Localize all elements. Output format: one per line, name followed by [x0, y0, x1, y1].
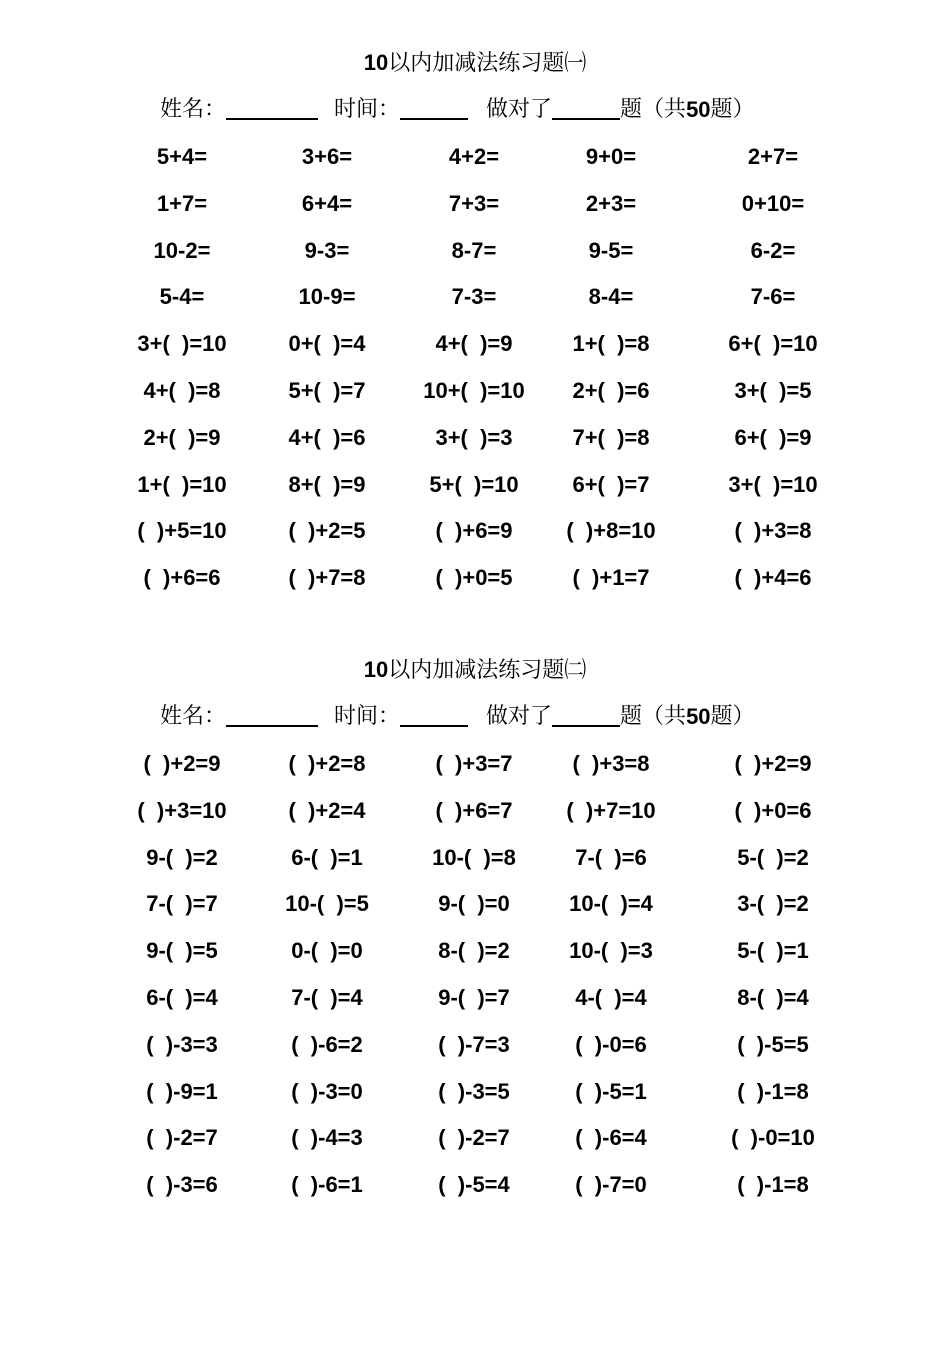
problem-row — [0, 563, 950, 593]
time-label: 时间： — [334, 97, 401, 122]
math-problem: 3+( )=10 — [137, 331, 227, 357]
name-label: 姓名： — [160, 704, 227, 729]
math-problem: 5-( )=2 — [737, 844, 809, 870]
math-problem: 10-( )=5 — [285, 891, 369, 917]
math-problem: 10-9= — [298, 284, 356, 310]
math-problem: 8-( )=2 — [438, 938, 510, 964]
math-problem: ( )+6=6 — [143, 565, 221, 591]
math-problem: 1+( )=8 — [572, 331, 650, 357]
problem-row — [0, 1170, 950, 1200]
math-problem: 3+6= — [301, 144, 353, 169]
math-problem: ( )-2=7 — [438, 1125, 510, 1151]
math-problem: 1+7= — [156, 190, 208, 216]
math-problem: 3+( )=5 — [734, 378, 812, 403]
math-problem: ( )-7=3 — [438, 1031, 510, 1057]
math-problem: ( )+3=10 — [137, 797, 227, 823]
math-problem: 9-3= — [304, 237, 350, 263]
math-problem: ( )-7=0 — [575, 1172, 647, 1198]
math-problem: 6-2= — [750, 237, 796, 263]
problem-row — [0, 796, 950, 826]
math-problem: ( )-1=8 — [737, 1078, 809, 1104]
problem-row — [0, 329, 950, 359]
math-problem: 8-( )=4 — [737, 985, 809, 1010]
math-problem: 2+( )=6 — [572, 378, 650, 403]
problem-row — [0, 282, 950, 312]
math-problem: ( )+3=8 — [734, 518, 812, 544]
time-blank[interactable] — [400, 701, 468, 727]
math-problem: 9+0= — [585, 144, 637, 169]
math-problem: 0+( )=4 — [288, 331, 366, 357]
problem-row — [0, 843, 950, 873]
time-label: 时间： — [334, 704, 401, 729]
math-problem: 2+( )=9 — [143, 424, 221, 450]
math-problem: ( )-3=0 — [291, 1078, 363, 1104]
name-blank[interactable] — [226, 701, 318, 727]
total-prefix: 题（共 — [620, 97, 687, 122]
math-problem: ( )-5=4 — [438, 1172, 510, 1198]
problem-row — [0, 376, 950, 406]
total-number: 50 — [686, 704, 711, 729]
problem-row — [0, 236, 950, 266]
problem-row — [0, 423, 950, 453]
math-problem: ( )+3=8 — [572, 751, 650, 776]
math-problem: 2+3= — [585, 190, 637, 216]
correct-label: 做对了 — [486, 704, 553, 729]
math-problem: 10-2= — [153, 237, 211, 263]
total-number: 50 — [686, 97, 711, 122]
math-problem: ( )-6=1 — [291, 1172, 363, 1198]
math-problem: 5-( )=1 — [737, 938, 809, 964]
math-problem: 5+4= — [156, 144, 208, 169]
math-problem: ( )+6=9 — [435, 518, 513, 544]
math-problem: 6+( )=7 — [572, 471, 650, 497]
math-problem: ( )+2=9 — [734, 751, 812, 776]
title-number: 10 — [363, 657, 389, 682]
math-problem: 8+( )=9 — [288, 471, 366, 497]
math-problem: ( )+7=8 — [288, 565, 366, 591]
problem-row — [0, 1077, 950, 1107]
math-problem: ( )+2=4 — [288, 797, 366, 823]
title-text: 以内加减法练习题㈠ — [388, 51, 587, 76]
math-problem: 7-3= — [451, 284, 497, 310]
math-problem: 7-( )=6 — [575, 844, 647, 870]
math-problem: 9-( )=2 — [146, 844, 218, 870]
math-problem: 0-( )=0 — [291, 938, 363, 964]
math-problem: 7-( )=7 — [146, 891, 218, 917]
math-problem: 6-( )=4 — [146, 985, 218, 1010]
math-problem: ( )-6=2 — [291, 1031, 363, 1057]
math-problem: 4+( )=9 — [435, 331, 513, 357]
math-problem: 9-5= — [588, 237, 634, 263]
time-blank[interactable] — [400, 94, 468, 120]
math-problem: 7+3= — [448, 190, 500, 216]
section-title — [0, 655, 950, 686]
correct-count-blank[interactable] — [552, 94, 620, 120]
math-problem: 6+4= — [301, 190, 353, 216]
math-problem: 9-( )=0 — [438, 891, 510, 917]
problem-row — [0, 889, 950, 919]
math-problem: 10-( )=3 — [569, 938, 653, 964]
math-problem: 3+( )=3 — [435, 424, 513, 450]
name-blank[interactable] — [226, 94, 318, 120]
math-problem: ( )-5=5 — [737, 1031, 809, 1057]
math-problem: ( )-4=3 — [291, 1125, 363, 1151]
math-problem: ( )+3=7 — [435, 751, 513, 776]
math-problem: 10-( )=8 — [432, 844, 516, 870]
correct-count-blank[interactable] — [552, 701, 620, 727]
problem-row — [0, 189, 950, 219]
math-problem: ( )+2=5 — [288, 518, 366, 544]
math-problem: 3+( )=10 — [728, 471, 818, 497]
math-problem: ( )+0=6 — [734, 797, 812, 823]
math-problem: ( )-6=4 — [575, 1125, 647, 1151]
math-problem: 5-4= — [159, 284, 205, 310]
total-suffix: 题） — [710, 97, 755, 122]
math-problem: ( )-3=3 — [146, 1031, 218, 1057]
section-title — [0, 48, 950, 79]
correct-label: 做对了 — [486, 97, 553, 122]
problem-row — [0, 749, 950, 779]
math-problem: ( )-0=10 — [731, 1125, 815, 1151]
problem-row — [0, 983, 950, 1013]
math-problem: ( )+0=5 — [435, 565, 513, 591]
math-problem: 8-4= — [588, 284, 634, 310]
title-text: 以内加减法练习题㈡ — [388, 658, 587, 683]
problem-row — [0, 516, 950, 546]
math-problem: ( )-2=7 — [146, 1125, 218, 1151]
math-problem: ( )+2=8 — [288, 751, 366, 776]
math-problem: ( )-5=1 — [575, 1078, 647, 1104]
math-problem: ( )-1=8 — [737, 1172, 809, 1198]
math-problem: ( )-3=5 — [438, 1078, 510, 1104]
math-problem: ( )+5=10 — [137, 518, 227, 544]
math-problem: 9-( )=7 — [438, 985, 510, 1010]
problem-row — [0, 1030, 950, 1060]
math-problem: 1+( )=10 — [137, 471, 227, 497]
math-problem: 7+( )=8 — [572, 424, 650, 450]
math-problem: ( )+7=10 — [566, 797, 656, 823]
math-problem: 0+10= — [741, 190, 805, 216]
problem-row — [0, 470, 950, 500]
student-info-line — [160, 94, 755, 126]
math-problem: 6+( )=10 — [728, 331, 818, 357]
total-suffix: 题） — [710, 704, 755, 729]
math-problem: 4+( )=8 — [143, 378, 221, 403]
student-info-line — [160, 701, 755, 733]
total-prefix: 题（共 — [620, 704, 687, 729]
math-problem: 7-( )=4 — [291, 985, 363, 1010]
math-problem: ( )-3=6 — [146, 1172, 218, 1198]
math-problem: 4-( )=4 — [575, 985, 647, 1010]
math-problem: 10-( )=4 — [569, 891, 653, 917]
math-problem: 6+( )=9 — [734, 424, 812, 450]
math-problem: 4+( )=6 — [288, 424, 366, 450]
math-problem: ( )-9=1 — [146, 1078, 218, 1104]
math-problem: 3-( )=2 — [737, 891, 809, 917]
math-problem: 6-( )=1 — [291, 844, 363, 870]
problem-row — [0, 1123, 950, 1153]
math-problem: ( )+1=7 — [572, 565, 650, 591]
title-number: 10 — [363, 50, 389, 75]
math-problem: ( )-0=6 — [575, 1031, 647, 1057]
math-problem: 2+7= — [747, 144, 799, 169]
math-problem: 9-( )=5 — [146, 938, 218, 964]
math-problem: 4+2= — [448, 144, 500, 169]
problem-row — [0, 142, 950, 172]
math-problem: 8-7= — [451, 237, 497, 263]
math-problem: ( )+6=7 — [435, 797, 513, 823]
name-label: 姓名： — [160, 97, 227, 122]
math-problem: 5+( )=10 — [429, 471, 519, 497]
problem-row — [0, 936, 950, 966]
math-problem: 5+( )=7 — [288, 378, 366, 403]
math-problem: 7-6= — [750, 284, 796, 310]
math-problem: ( )+2=9 — [143, 751, 221, 776]
math-problem: 10+( )=10 — [423, 378, 525, 403]
math-problem: ( )+4=6 — [734, 565, 812, 591]
math-problem: ( )+8=10 — [566, 518, 656, 544]
